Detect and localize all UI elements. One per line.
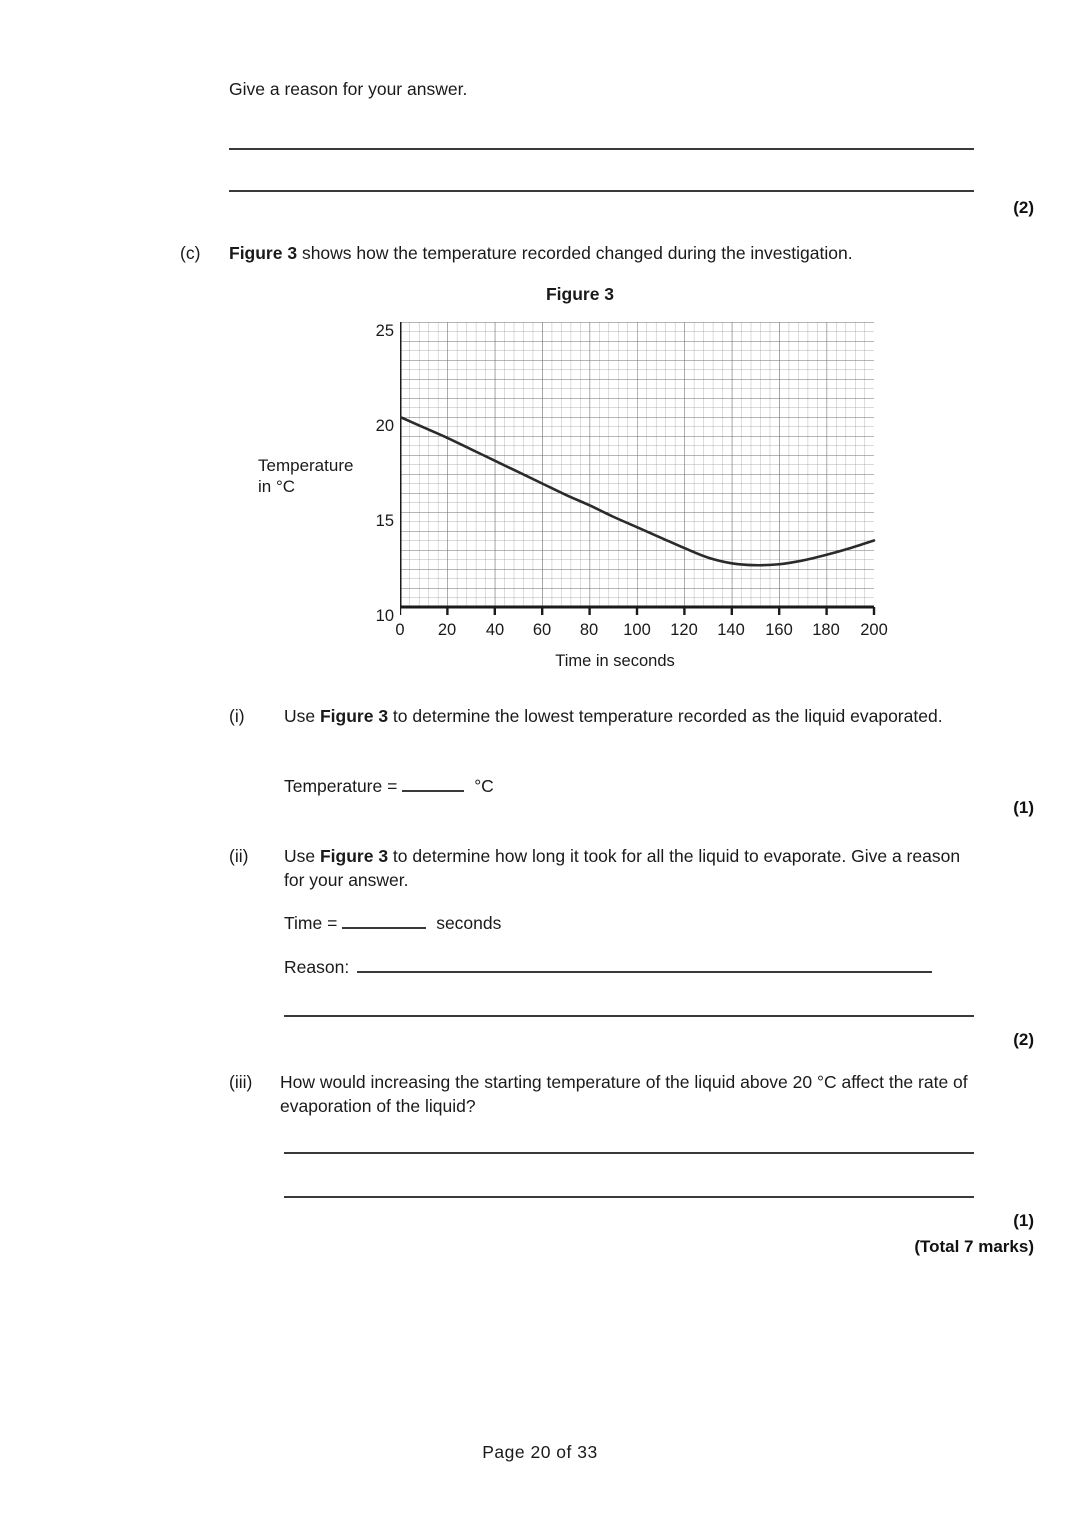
sub-i-answer-row: [284, 772, 494, 798]
sub-ii-text-pre: Use: [284, 846, 320, 866]
sub-iii-question: How would increasing the starting temperature of the liquid above 20 °C affect the rate of evaporation of the liquid?: [280, 1072, 968, 1116]
reason-label: Reason:: [284, 957, 350, 977]
sub-i-text-post: to determine the lowest temperature recorded as the liquid evaporated.: [388, 706, 943, 726]
sub-ii-question: [284, 844, 984, 892]
sub-ii-figure-ref: Figure 3: [319, 846, 389, 866]
temperature-answer-blank[interactable]: [402, 772, 464, 792]
y-axis-title-line1: Temperature: [258, 456, 354, 475]
mark-c-iii: (1): [1013, 1211, 1034, 1230]
y-tick-10: 10: [375, 607, 394, 625]
part-c-figure-ref: Figure 3: [229, 243, 298, 263]
x-tick-40: 40: [485, 621, 505, 639]
figure-3-chart: [250, 310, 910, 680]
answer-line-2: [229, 190, 974, 192]
temperature-answer-unit: °C: [474, 776, 494, 796]
y-tick-20: 20: [375, 417, 394, 435]
sub-ii-text-post: to determine how long it took for all the liquid to evaporate. Give a reason for your answer.: [284, 846, 961, 890]
x-tick-100: 100: [623, 621, 651, 639]
y-axis-title-line2: in °C: [258, 477, 296, 496]
x-tick-160: 160: [765, 621, 793, 639]
x-tick-200: 200: [860, 621, 888, 639]
major-grid: [400, 322, 874, 607]
time-answer-blank[interactable]: [342, 909, 426, 929]
page-footer: Page 20 of 33: [482, 1442, 598, 1462]
sub-ii-answer-line-2[interactable]: [284, 1015, 974, 1017]
time-answer-label: Time =: [284, 913, 343, 933]
sub-ii-numeral: (ii): [229, 846, 249, 866]
temperature-answer-label: Temperature =: [284, 776, 403, 796]
give-reason-prompt: Give a reason for your answer.: [229, 79, 468, 99]
sub-i-figure-ref: Figure 3: [319, 706, 389, 726]
reason-answer-blank[interactable]: [357, 953, 932, 973]
time-answer-unit: seconds: [436, 913, 502, 933]
sub-i-numeral: (i): [229, 706, 245, 726]
chart-plot-area: [400, 322, 900, 652]
sub-iii-answer-line-1[interactable]: [284, 1152, 974, 1154]
sub-iii-answer-line-2[interactable]: [284, 1196, 974, 1198]
part-c-letter: (c): [180, 243, 201, 263]
sub-i-question: [284, 704, 984, 728]
figure-3-title: Figure 3: [545, 284, 615, 304]
x-axis-title: Time in seconds: [555, 652, 675, 670]
part-c-text: [229, 241, 989, 265]
y-axis-title: [258, 455, 398, 497]
sub-iii-numeral: (iii): [229, 1072, 253, 1092]
x-tick-20: 20: [437, 621, 457, 639]
answer-line-1: [229, 148, 974, 150]
part-c-lead-rest: shows how the temperature recorded changed during the investigation.: [297, 243, 853, 263]
x-tick-0: 0: [395, 621, 405, 639]
total-marks: (Total 7 marks): [914, 1237, 1034, 1256]
sub-ii-reason-row: [284, 953, 932, 979]
mark-c-i: (1): [1013, 798, 1034, 817]
mark-b-reason: (2): [1013, 198, 1034, 217]
x-tick-120: 120: [670, 621, 698, 639]
y-tick-25: 25: [375, 322, 394, 340]
y-tick-15: 15: [375, 512, 394, 530]
sub-ii-answer-row: [284, 909, 501, 935]
x-tick-140: 140: [717, 621, 745, 639]
sub-i-text-pre: Use: [284, 706, 320, 726]
x-tick-60: 60: [532, 621, 552, 639]
mark-c-ii: (2): [1013, 1030, 1034, 1049]
x-tick-80: 80: [579, 621, 599, 639]
x-tick-180: 180: [812, 621, 840, 639]
